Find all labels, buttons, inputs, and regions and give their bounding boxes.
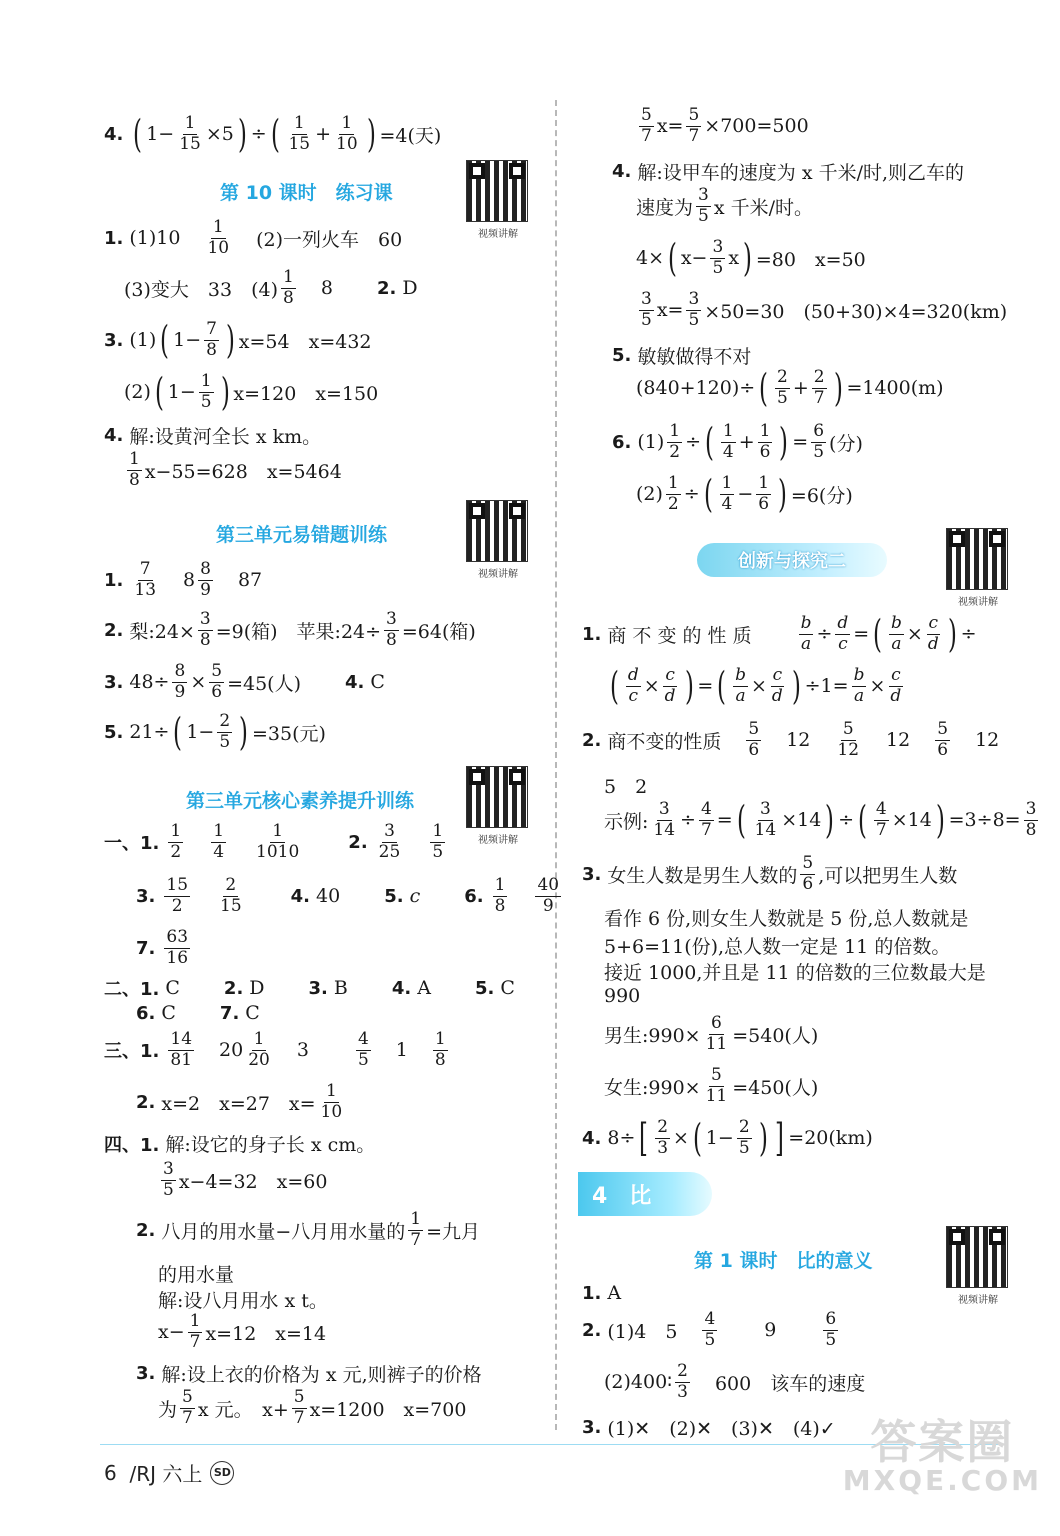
answer-line: 4. ( 1 − $\frac{1}{15}$ ×5 ) ÷ ( $\frac{1}{15}$ + $\frac{1}{10}$ ) =4(天)	[104, 112, 442, 157]
answer-line: 990	[604, 985, 641, 1007]
answer-line: 男生:990× $\frac{6}{11}$ =540(人)	[604, 1013, 819, 1054]
answer-line: (3)变大 33 (4) $\frac{1}{8}$ 8 2. D	[124, 267, 418, 308]
answer-line: 2. 八月的用水量−八月用水量的 $\frac{1}{7}$ =九月	[136, 1209, 481, 1250]
answer-line: 的用水量	[158, 1264, 235, 1286]
publisher-badge: SD	[210, 1461, 234, 1485]
answer-line: (2) ( 1− $\frac{1}{5}$ ) x=120 x=150	[124, 370, 379, 415]
answer-line: 看作 6 份,则女生人数就是 5 份,总人数就是	[604, 908, 969, 930]
qr-code[interactable]: 视频讲解	[946, 1226, 1010, 1306]
answer-line: 一、1. $\frac{1}{2}$ $\frac{1}{4}$ $\frac{1}{1010}$ 2. $\frac{3}{25}$ $\frac{1}{5}$	[104, 821, 444, 862]
section-banner: 创新与探究二	[697, 543, 887, 577]
answer-line: $\frac{5}{7}$ x= $\frac{5}{7}$ ×700=500	[641, 105, 809, 146]
answer-line: (840+120)÷ ( $\frac{2}{5}$ + $\frac{2}{7}$ ) =1400(m)	[636, 366, 944, 411]
answer-line: 1. A	[582, 1282, 622, 1304]
section-heading: 第 1 课时 比的意义	[694, 1250, 873, 1272]
answer-line: $\frac{3}{5}$ x= $\frac{3}{5}$ ×50=30 (50+30)×4=320(km)	[641, 289, 1008, 330]
edition-label: /RJ 六上	[129, 1462, 203, 1486]
answer-line: 3. $\frac{15}{2}$ $\frac{2}{15}$ 4. 40 5. c 6. $\frac{1}{8}$ $\frac{40}{9}$	[136, 875, 560, 916]
qr-code[interactable]: 视频讲解	[946, 528, 1010, 608]
answer-line: $\frac{3}{5}$ x−4=32 x=60	[163, 1159, 328, 1200]
section-heading: 第三单元核心素养提升训练	[186, 790, 415, 812]
answer-line: (2) $\frac{1}{2}$ ÷ ( $\frac{1}{4}$ − $\frac{1}{6}$ ) =6(分)	[636, 472, 853, 517]
answer-line: 5. 21÷ ( 1− $\frac{2}{5}$ ) =35(元)	[104, 710, 326, 755]
column-divider	[555, 100, 557, 1430]
answer-line: 1. (1)10 $\frac{1}{10}$ (2)一列火车 60	[104, 217, 403, 258]
page-footer	[104, 1458, 234, 1487]
section-heading: 第三单元易错题训练	[216, 524, 388, 546]
answer-line: 6. (1) $\frac{1}{2}$ ÷ ( $\frac{1}{4}$ + $\frac{1}{6}$ ) = $\frac{6}{5}$ (分)	[612, 420, 863, 465]
answer-line: 5. 敏敏做得不对	[612, 345, 752, 368]
answer-line: $\frac{1}{8}$ x−55=628 x=5464	[129, 449, 342, 490]
section-heading: 第 10 课时 练习课	[220, 182, 393, 204]
answer-line: 示例: $\frac{3}{14}$ ÷ $\frac{4}{7}$ = ( $\frac{3}{14}$ ×14 ) ÷ ( $\frac{4}{7}$ ×14 ) =3÷8= $\frac{3}{8}$	[604, 798, 1037, 843]
answer-line: 2. (1)4 5 $\frac{4}{5}$ 9 $\frac{6}{5}$	[582, 1309, 837, 1350]
answer-line: 4. 解:设黄河全长 x km。	[104, 425, 322, 448]
answer-line: 7. $\frac{63}{16}$	[136, 927, 189, 968]
answer-line: (2)400∶ $\frac{2}{3}$ 600 该车的速度	[604, 1361, 866, 1402]
answer-line: 二、1. C 2. D 3. B 4. A 5. C	[104, 977, 515, 1000]
unit-title-bar: 4 比	[578, 1172, 712, 1216]
answer-line: 2. 商不变的性质 $\frac{5}{6}$ 12 $\frac{5}{12}$ 12 $\frac{5}{6}$ 12	[582, 719, 1000, 760]
answer-line: 2. x=2 x=27 x= $\frac{1}{10}$	[136, 1081, 343, 1122]
answer-line: 1. 商 不 变 的 性 质 $\frac{b}{a}$ ÷ $\frac{d}{c}$ = ( $\frac{b}{a}$ × $\frac{c}{d}$ ) ÷	[582, 612, 977, 657]
answer-line: ( $\frac{d}{c}$ × $\frac{c}{d}$ ) = ( $\frac{b}{a}$ × $\frac{c}{d}$ ) ÷1= $\frac{b}{a}$ × $\frac{c}{d}$	[609, 664, 902, 709]
answer-line: 6. C 7. C	[136, 1002, 260, 1024]
answer-line: 为 $\frac{5}{7}$ x 元。 x+ $\frac{5}{7}$ x=1200 x=700	[158, 1387, 467, 1428]
answer-line: 三、1. $\frac{14}{81}$ 20 $\frac{1}{20}$ 3 $\frac{4}{5}$ 1 $\frac{1}{8}$	[104, 1029, 446, 1070]
answer-line: 3. (1)✕ (2)✕ (3)✕ (4)✓	[582, 1417, 836, 1440]
answer-line: 女生:990× $\frac{5}{11}$ =450(人)	[604, 1065, 819, 1106]
answer-line: 4× ( x− $\frac{3}{5}$ x ) =80 x=50	[636, 236, 866, 281]
answer-line: 3. (1) ( 1− $\frac{7}{8}$ ) x=54 x=432	[104, 318, 372, 363]
answer-line: 2. 梨:24× $\frac{3}{8}$ =9(箱) 苹果:24÷ $\frac{3}{8}$ =64(箱)	[104, 609, 476, 650]
answer-line: 解:设八月用水 x t。	[158, 1290, 328, 1312]
qr-code[interactable]: 视频讲解	[466, 766, 530, 846]
answer-line: 3. 解:设上衣的价格为 x 元,则裤子的价格	[136, 1363, 482, 1386]
answer-line: 3. 女生人数是男生人数的 $\frac{5}{6}$ ,可以把男生人数	[582, 853, 958, 894]
answer-line: 4. 解:设甲车的速度为 x 千米/时,则乙车的	[612, 161, 965, 184]
answer-line: 四、1. 解:设它的身子长 x cm。	[104, 1134, 376, 1156]
answer-line: 5+6=11(份),总人数一定是 11 的倍数。	[604, 936, 951, 958]
answer-line: 接近 1000,并且是 11 的倍数的三位数最大是	[604, 962, 986, 984]
answer-line: 1. $\frac{7}{13}$ 8 $\frac{8}{9}$ 87	[104, 559, 263, 600]
answer-line: 速度为 $\frac{3}{5}$ x 千米/时。	[636, 185, 814, 226]
qr-code[interactable]: 视频讲解	[466, 160, 530, 240]
site-watermark: 答案圈 MXQE.COM	[842, 1415, 1042, 1498]
answer-line: 3. 48÷ $\frac{8}{9}$ × $\frac{5}{6}$ =45(人) 4. C	[104, 661, 385, 702]
qr-code[interactable]: 视频讲解	[466, 500, 530, 580]
answer-line: 4. 8÷ [ $\frac{2}{3}$ × ( 1− $\frac{2}{5}$ ) ] =20(km)	[582, 1116, 873, 1161]
answer-line: 5 2	[604, 776, 648, 798]
page-number: 6	[104, 1460, 117, 1485]
answer-line: x− $\frac{1}{7}$ x=12 x=14	[158, 1311, 327, 1352]
